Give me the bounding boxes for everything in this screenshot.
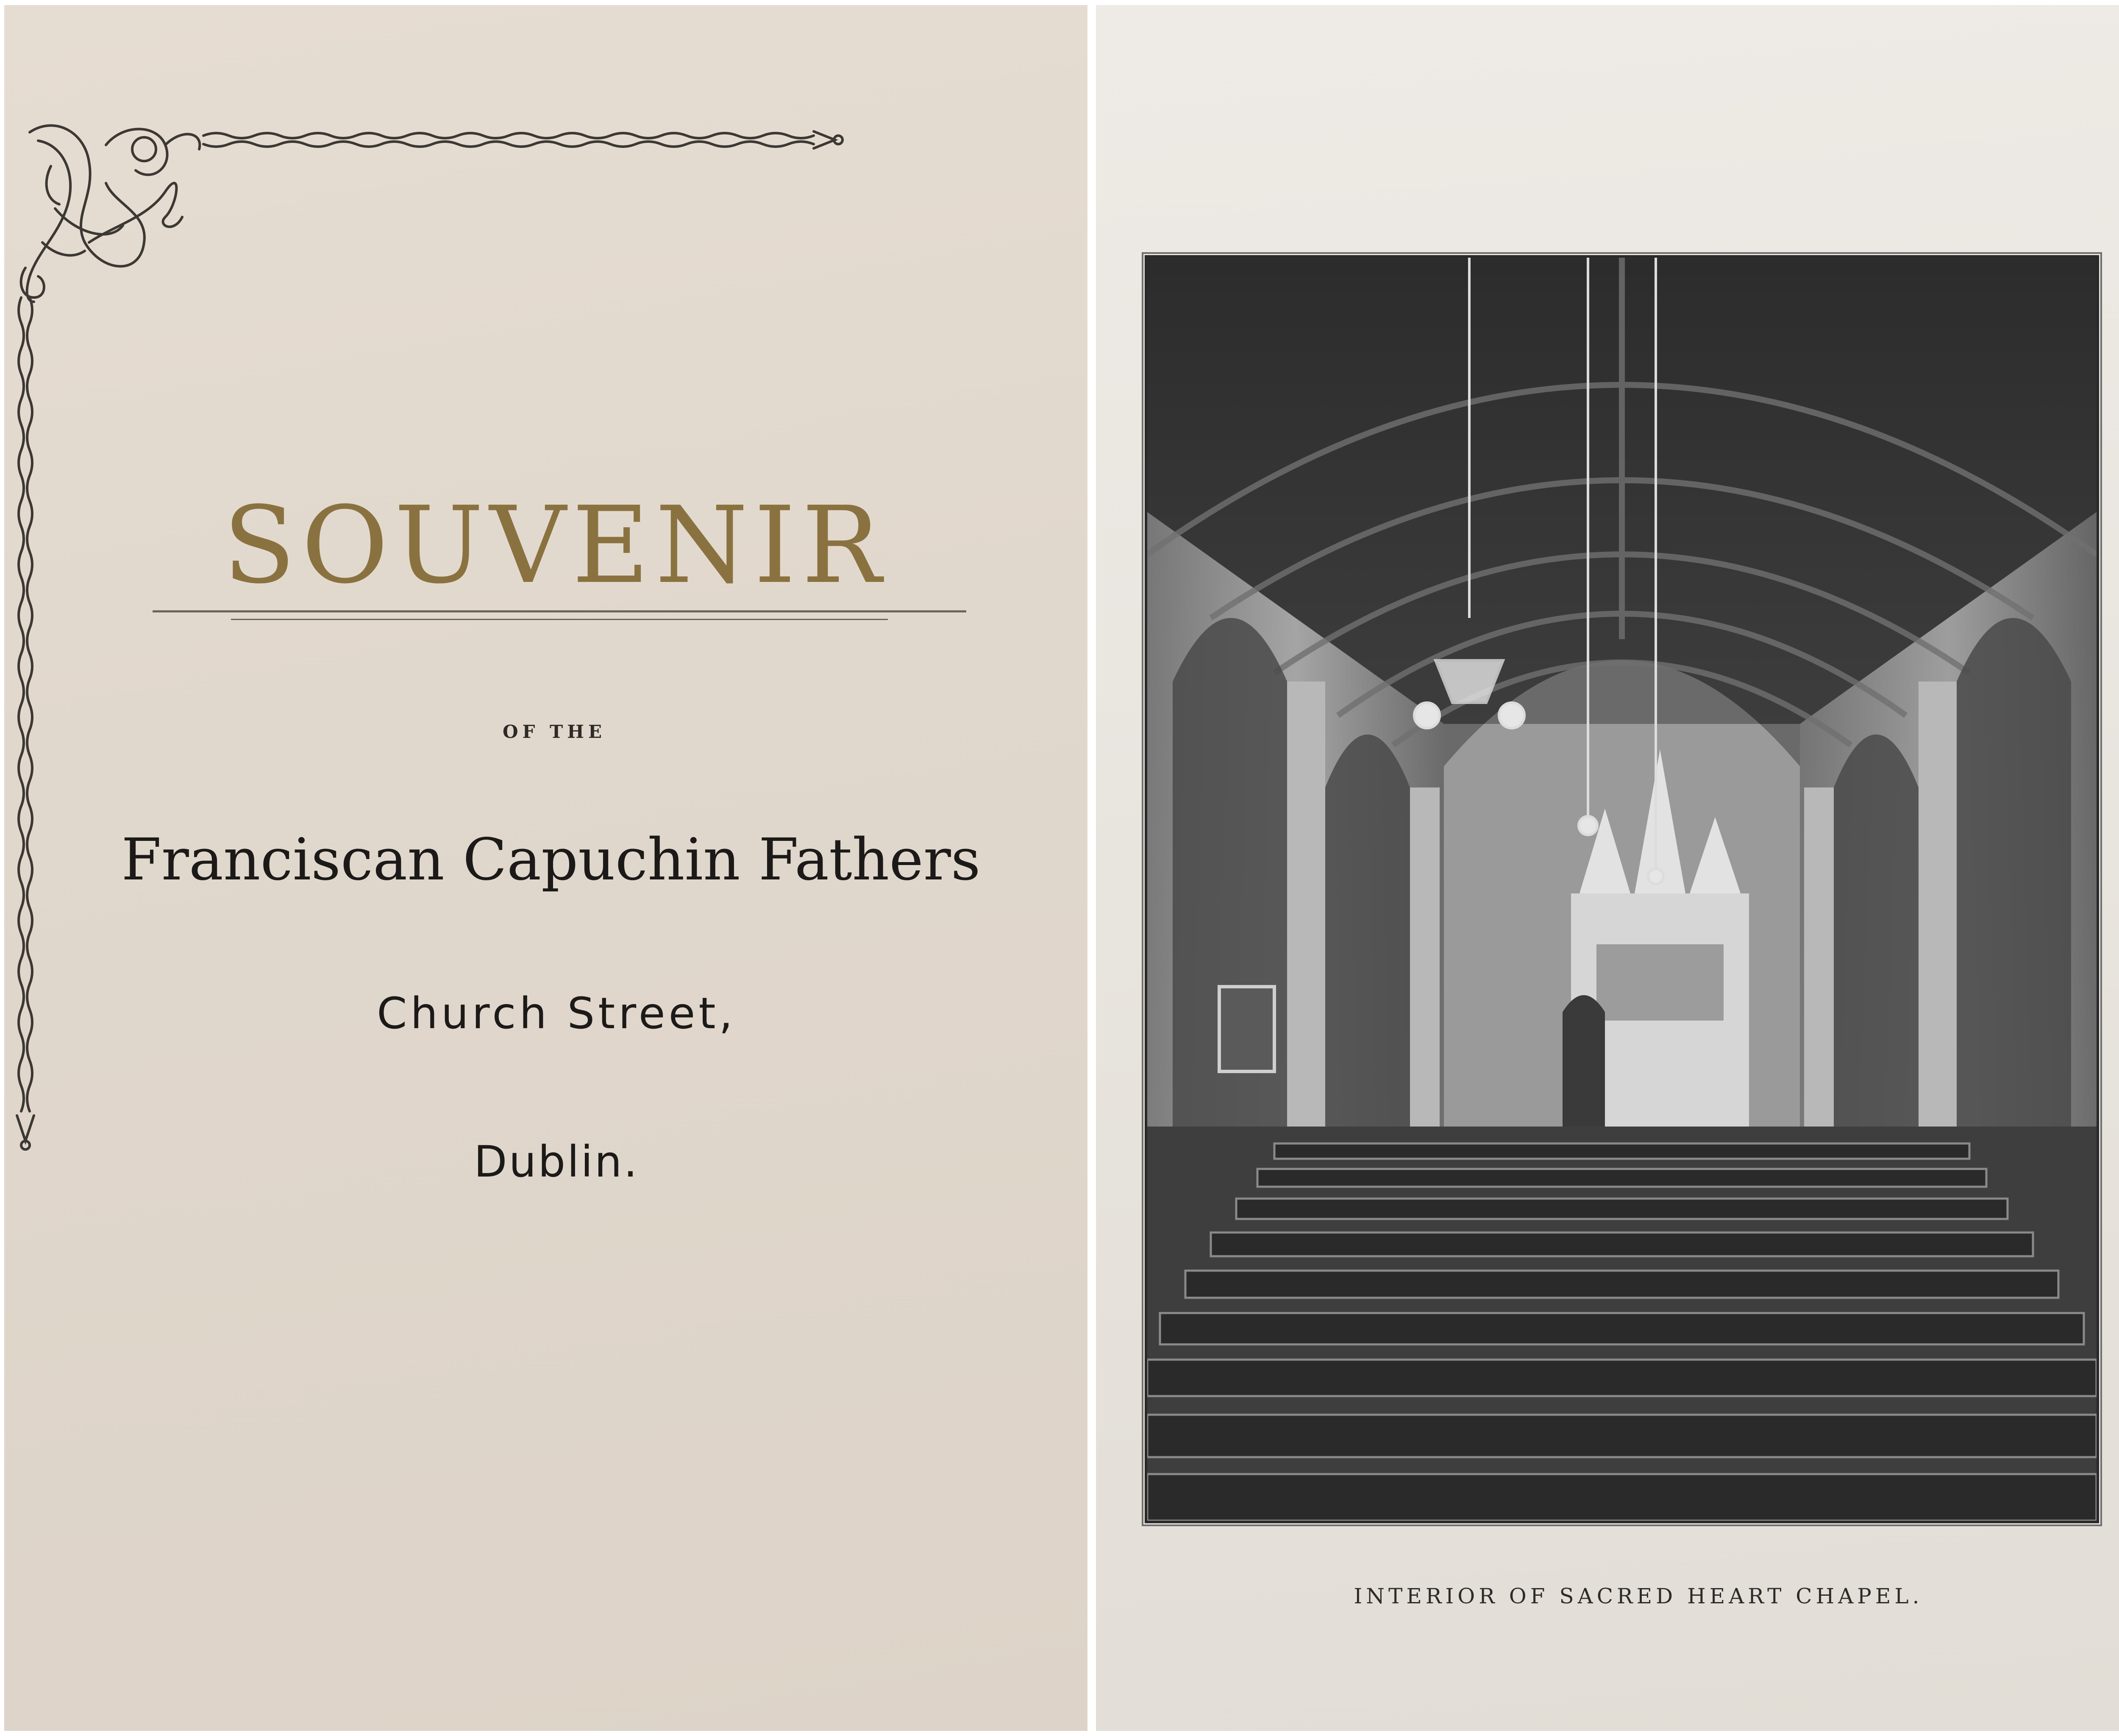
order-name: Franciscan Capuchin Fathers xyxy=(121,826,981,893)
street-address: Church Street, xyxy=(377,988,736,1039)
title-souvenir: SOUVENIR xyxy=(223,484,887,607)
title-underline xyxy=(153,610,966,612)
of-the-text: OF THE xyxy=(503,721,606,742)
city-name: Dublin. xyxy=(474,1137,639,1187)
plate-page xyxy=(1096,5,2119,1731)
title-page xyxy=(4,5,1087,1731)
photo-illustration xyxy=(1147,258,2097,1521)
church-interior-photograph xyxy=(1145,255,2099,1523)
title-underline-secondary xyxy=(231,619,888,620)
photo-caption: INTERIOR OF SACRED HEART CHAPEL. xyxy=(1354,1584,1923,1608)
